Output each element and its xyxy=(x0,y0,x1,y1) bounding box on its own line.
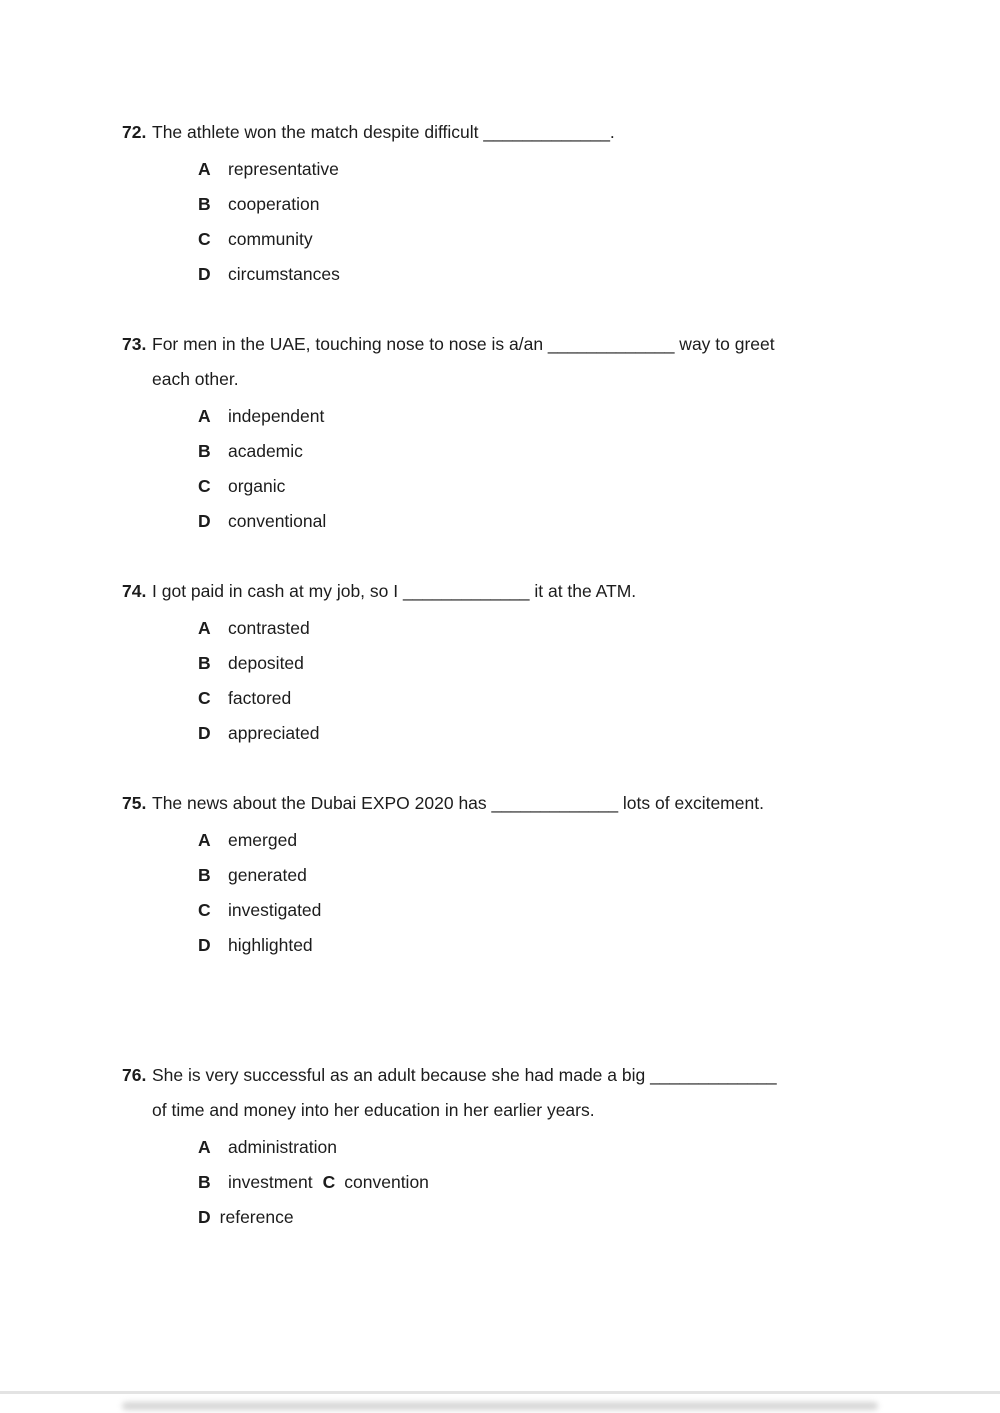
question-number: 76. xyxy=(122,1065,147,1085)
question-number: 75. xyxy=(122,793,147,813)
next-page-edge xyxy=(0,1391,1000,1413)
question-74 xyxy=(122,574,880,751)
option-letter: C xyxy=(198,900,211,920)
option-b xyxy=(198,646,880,681)
option-text: conventional xyxy=(228,511,327,531)
option-text: contrasted xyxy=(228,618,310,638)
options-list xyxy=(122,823,880,963)
question-text: The news about the Dubai EXPO 2020 has _____________ lots of excitement. xyxy=(152,793,764,813)
question-text-line-1: She is very successful as an adult because she had made a big _____________ xyxy=(152,1065,777,1085)
option-text: investigated xyxy=(228,900,322,920)
option-text: circumstances xyxy=(228,264,340,284)
option-letter: C xyxy=(198,229,211,249)
option-letter: C xyxy=(198,688,211,708)
option-b xyxy=(198,858,880,893)
question-number: 74. xyxy=(122,581,147,601)
option-letter: B xyxy=(198,441,211,461)
question-76 xyxy=(122,1058,880,1235)
option-text: appreciated xyxy=(228,723,320,743)
question-text: The athlete won the match despite difficult _____________. xyxy=(152,122,615,142)
option-text: reference xyxy=(219,1207,294,1227)
next-page-blurred-text xyxy=(122,1402,878,1410)
option-text: deposited xyxy=(228,653,304,673)
option-text: community xyxy=(228,229,313,249)
option-text: generated xyxy=(228,865,307,885)
question-75 xyxy=(122,786,880,963)
option-text: cooperation xyxy=(228,194,320,214)
option-text: academic xyxy=(228,441,303,461)
option-c xyxy=(198,222,880,257)
options-list xyxy=(122,611,880,751)
question-number: 73. xyxy=(122,334,147,354)
option-letter: B xyxy=(198,653,211,673)
option-a xyxy=(198,152,880,187)
question-text-line-1: For men in the UAE, touching nose to nose is a/an _____________ way to greet xyxy=(152,334,775,354)
options-list xyxy=(122,399,880,539)
option-text: highlighted xyxy=(228,935,313,955)
option-letter: C xyxy=(322,1172,336,1192)
option-letter: B xyxy=(198,865,211,885)
question-text-line-2: of time and money into her education in her earlier years. xyxy=(152,1100,595,1120)
question-73 xyxy=(122,327,880,539)
option-letter: A xyxy=(198,406,211,426)
options-list xyxy=(122,152,880,292)
options-list xyxy=(122,1130,880,1235)
option-letter: C xyxy=(198,476,211,496)
question-text-line-2: each other. xyxy=(152,369,239,389)
option-a xyxy=(198,823,880,858)
option-a xyxy=(198,1130,880,1165)
option-d xyxy=(198,1200,880,1235)
option-letter: D xyxy=(198,723,211,743)
option-a xyxy=(198,611,880,646)
option-letter: A xyxy=(198,159,211,179)
question-number: 72. xyxy=(122,122,147,142)
option-letter: A xyxy=(198,1137,211,1157)
option-c xyxy=(198,469,880,504)
option-letter: A xyxy=(198,618,211,638)
option-letter: D xyxy=(198,1207,211,1227)
option-letter: D xyxy=(198,935,211,955)
option-text: convention xyxy=(344,1172,429,1192)
option-text: administration xyxy=(228,1137,337,1157)
option-text: factored xyxy=(228,688,292,708)
option-text: organic xyxy=(228,476,286,496)
option-d xyxy=(198,716,880,751)
option-text: emerged xyxy=(228,830,298,850)
option-letter: D xyxy=(198,511,211,531)
option-text: representative xyxy=(228,159,339,179)
option-b xyxy=(198,434,880,469)
option-letter: D xyxy=(198,264,211,284)
question-72 xyxy=(122,115,880,292)
option-letter: B xyxy=(198,194,211,214)
option-b xyxy=(198,187,880,222)
question-text: I got paid in cash at my job, so I _____________ it at the ATM. xyxy=(152,581,637,601)
option-c xyxy=(198,893,880,928)
option-text: investment xyxy=(228,1172,313,1192)
option-b-and-c xyxy=(198,1165,880,1200)
option-d xyxy=(198,257,880,292)
option-letter: B xyxy=(198,1172,211,1192)
option-a xyxy=(198,399,880,434)
option-text: independent xyxy=(228,406,325,426)
option-d xyxy=(198,504,880,539)
option-d xyxy=(198,928,880,963)
option-letter: A xyxy=(198,830,211,850)
page-gap-divider xyxy=(0,1391,1000,1394)
option-c xyxy=(198,681,880,716)
